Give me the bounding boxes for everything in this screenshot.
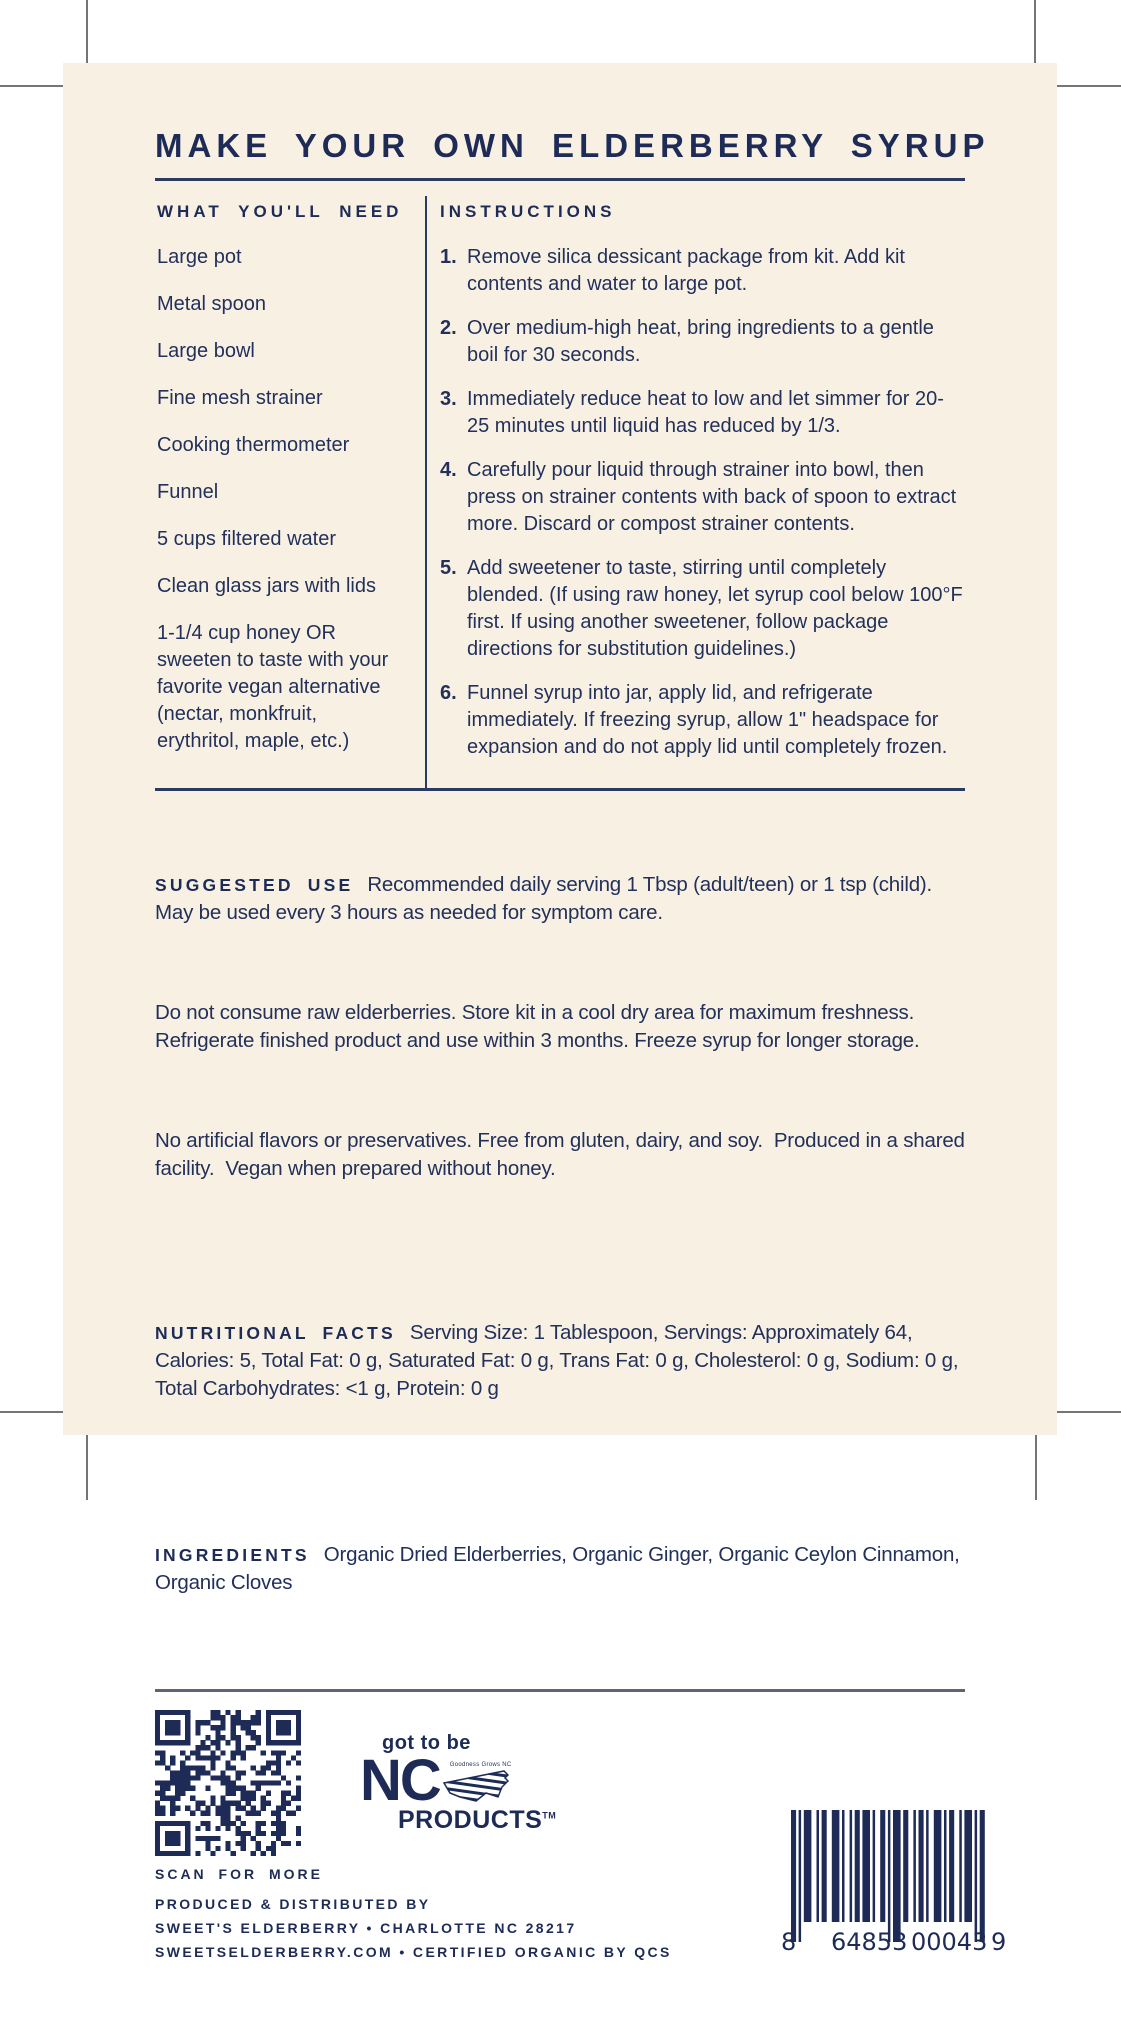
instruction-step [440, 315, 965, 369]
crop-mark-top-right-v [1034, 0, 1036, 72]
ingredients-section [155, 1485, 965, 1669]
crop-mark-top-left-h [0, 85, 72, 87]
nutrition-heading: NUTRITIONAL FACTS [155, 1323, 396, 1343]
step-text: Remove silica dessicant package from kit. Add kit contents and water to large pot. [467, 246, 905, 295]
suggested-use-heading: SUGGESTED USE [155, 875, 354, 895]
suggested-use-section [155, 815, 971, 1255]
suggested-use-intro: Recommended daily serving 1 Tbsp (adult/teen) or 1 tsp (child). May be used every 3 hours as needed for symptom care. [155, 873, 938, 924]
step-text: Carefully pour liquid through strainer into bowl, then press on strainer contents with back of spoon to extract more. Discard or compost strainer contents. [467, 459, 957, 535]
instruction-step [440, 680, 965, 761]
instructions-heading: INSTRUCTIONS [440, 202, 616, 221]
nc-logo-tm: TM [542, 1810, 557, 1821]
page-title: MAKE YOUR OWN ELDERBERRY SYRUP [155, 127, 990, 164]
step-text: Over medium-high heat, bring ingredients to a gentle boil for 30 seconds. [467, 317, 934, 366]
step-number: 6. [440, 682, 457, 704]
nc-logo-main: NC [360, 1748, 440, 1813]
need-item: 5 cups filtered water [157, 528, 336, 550]
need-item: Cooking thermometer [157, 434, 350, 456]
crop-mark-bottom-right-h [1049, 1411, 1121, 1413]
instruction-step [440, 457, 965, 538]
nc-logo-got-to-be: got to be [382, 1732, 471, 1754]
instruction-step [440, 555, 965, 663]
allergen-paragraph: No artificial flavors or preservatives. Free from gluten, dairy, and soy. Produced in a shared facility. Vegan when prepared without honey. [155, 1129, 971, 1180]
step-text: Immediately reduce heat to low and let simmer for 20-25 minutes until liquid has reduced by 1/3. [467, 388, 944, 437]
upc-barcode [783, 1810, 1013, 1980]
barcode-digit-right: 9 [991, 1928, 1007, 1956]
step-number: 5. [440, 557, 457, 579]
crop-mark-top-right-h [1049, 85, 1121, 87]
section-divider [155, 788, 965, 791]
nutrition-text: Serving Size: 1 Tablespoon, Servings: Approximately 64, Calories: 5, Total Fat: 0 g, Saturated Fat: 0 g, Trans Fat: 0 g, Cholesterol: 0 g, Sodium: 0 g, Total Carbohydrates: <1 g, Protein: 0 g [155, 1321, 964, 1400]
label-panel [63, 63, 1057, 1960]
barcode-digit-left: 8 [781, 1928, 797, 1956]
crop-mark-top-left-v [86, 0, 88, 72]
needs-column [155, 196, 427, 788]
need-item: Large bowl [157, 340, 255, 362]
nutrition-paragraph [155, 1319, 965, 1403]
need-item: Funnel [157, 481, 219, 503]
instruction-step [440, 386, 965, 440]
barcode-digit-group1: 64853 [831, 1928, 908, 1956]
instruction-step [440, 244, 965, 298]
producer-info [155, 1892, 672, 1964]
need-item: Clean glass jars with lids [157, 575, 376, 597]
nc-logo-fine-print: Goodness Grows NC [449, 1762, 512, 1768]
qr-code [155, 1710, 301, 1856]
step-text: Funnel syrup into jar, apply lid, and refrigerate immediately. If freezing syrup, allow 1" headspace for expansion and do not apply lid until completely frozen. [467, 682, 948, 758]
step-number: 2. [440, 317, 457, 339]
storage-paragraph: Do not consume raw elderberries. Store kit in a cool dry area for maximum freshness. Refrigerate finished product and use within 3 months. Freeze syrup for longer storage. [155, 1001, 920, 1052]
need-item: Fine mesh strainer [157, 387, 323, 409]
barcode-digit-group2: 00043 [911, 1928, 988, 1956]
columns [155, 196, 965, 788]
ingredients-text: Organic Dried Elderberries, Organic Ginger, Organic Ceylon Cinnamon, Organic Cloves [155, 1543, 966, 1594]
needs-heading: WHAT YOU'LL NEED [157, 202, 403, 221]
producer-line: SWEETSELDERBERRY.COM • CERTIFIED ORGANIC BY QCS [155, 1944, 672, 1960]
step-text: Add sweetener to taste, stirring until completely blended. (If using raw honey, let syrup cool below 100°F first. If using another sweetener, follow package directions for substitution guidelines.) [467, 557, 963, 660]
need-item: Large pot [157, 246, 242, 268]
nutrition-section [155, 1263, 965, 1475]
nc-logo-products: PRODUCTS™ [398, 1806, 557, 1834]
ingredients-heading: INGREDIENTS [155, 1545, 310, 1565]
nc-state-outline-icon [442, 1762, 520, 1812]
producer-line: PRODUCED & DISTRIBUTED BY [155, 1896, 431, 1912]
title-divider [155, 178, 965, 181]
suggested-use-paragraph [155, 871, 965, 927]
nc-products-logo [360, 1732, 557, 1835]
qr-caption: SCAN FOR MORE [155, 1866, 323, 1882]
step-number: 1. [440, 246, 457, 268]
instructions-column [427, 196, 965, 788]
need-item: 1-1/4 cup honey OR sweeten to taste with your favorite vegan alternative (nectar, monkfruit, erythritol, maple, etc.) [157, 622, 389, 752]
ingredients-paragraph [155, 1541, 965, 1597]
producer-line: SWEET'S ELDERBERRY • CHARLOTTE NC 28217 [155, 1920, 577, 1936]
step-number: 4. [440, 459, 457, 481]
footer [155, 1692, 1007, 2032]
step-number: 3. [440, 388, 457, 410]
crop-mark-bottom-left-h [0, 1411, 72, 1413]
need-item: Metal spoon [157, 293, 266, 315]
